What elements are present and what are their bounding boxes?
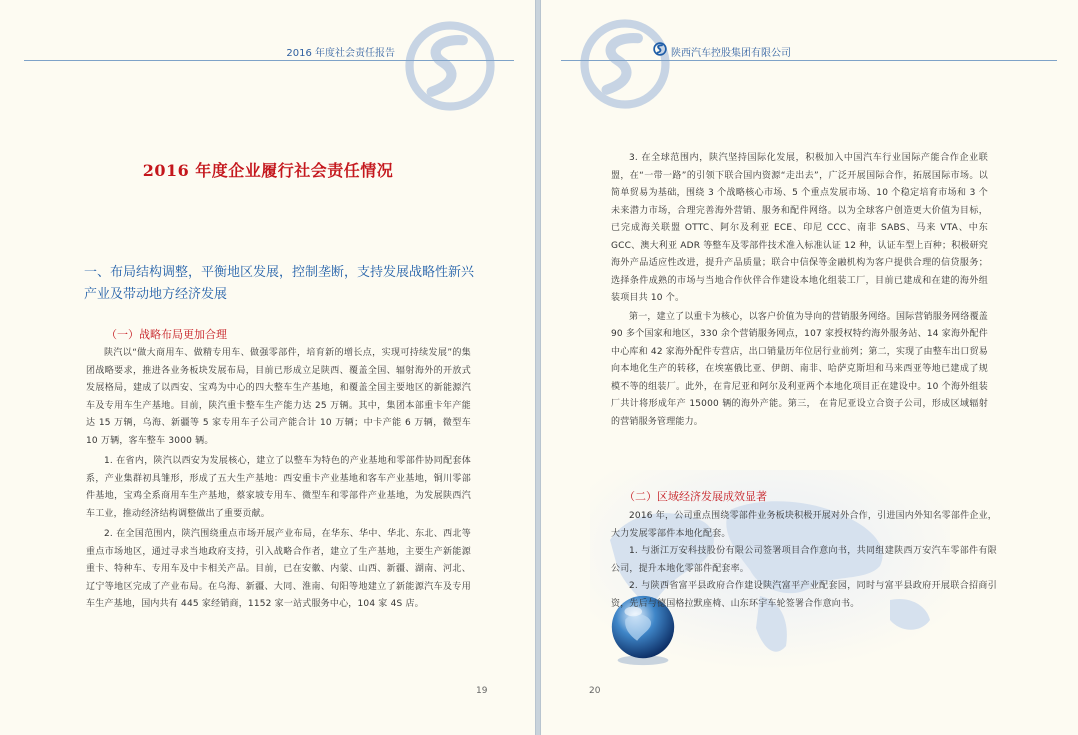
paragraph: 第一，建立了以重卡为核心，以客户价值为导向的营销服务网络。国际营销服务网络覆盖 90 多个国家和地区，330 余个营销服务网点，107 家授权特约海外服务站、14 家海外配件中心库和 42 家海外配件专营店，出口销量历年位居行业前列；第二，实现了由整车出口贸易向本地化生产的转移，在埃塞俄比亚、伊朗、南非、哈萨克斯坦和马来西亚等地已建成了规模不等的组装厂。此外，在肯尼亚和阿尔及利亚两个本地化项目正在建设中。10 个海外组装厂共计将形成年产 15000 辆的海外产能。第三， 在肯尼亚设立合资子公司，形成区域辐射的营销服务管理能力。 [611, 311, 988, 427]
paragraph: 3. 在全球范围内，陕汽坚持国际化发展，积极加入中国汽车行业国际产能合作企业联盟，在“一带一路”的引领下联合国内资源“走出去”，广泛开展国际合作，拓展国际市场。以简单贸易为基础，围绕 3 个战略核心市场、5 个重点发展市场、10 个稳定培育市场和 3 个未来潜力市场，合理完善海外营销、服务和配件网络。以为全球客户创造更大价值为目标，已完成海关联盟 OTTC、阿尔及利亚 ECE、印尼 CCC、南非 SABS、马来 VTA、中东 GCC、澳大利亚 ADR 等整车及零部件技术准入标准认证 12 种，认证车型上百种；积极研究海外产品适应性改进，提升产品质量；联合中信保等金融机构为客户提供合理的信贷服务；选择条件成熟的市场与当地合作伙伴合作建设本地化组装工厂，目前已建成和在建的海外组装项目共 10 个。 [611, 153, 988, 303]
paragraph: 1. 在省内，陕汽以西安为发展核心，建立了以整车为特色的产业基地和零部件协同配套体系，产业集群初具雏形，形成了五大生产基地：西安重卡产业基地和客车产业基地，铜川零部件基地，宝鸡全系商用车生产基地，蔡家坡专用车、微型车和零部件产业基地，为发展陕西汽车工业，推动经济结构调整做出了重要贡献。 [86, 456, 471, 519]
paragraph: 1. 与浙江万安科技股份有限公司签署项目合作意向书，共同组建陕西万安汽车零部件有限公司，提升本地化零部件配套率。 [611, 546, 997, 574]
paragraph: 陕汽以“做大商用车、做精专用车、做强零部件，培育新的增长点，实现可持续发展”的集团战略要求，推进各业务板块发展布局，目前已形成立足陕西、覆盖全国、辐射海外的开放式发展格局，建成了以西安、宝鸡为中心的四大整车生产基地，和覆盖全国主要地区的新能源汽车及专用车生产基地。目前，陕汽重卡整车生产能力达 25 万辆。其中，集团本部重卡年产能达 15 万辆，乌海、新疆等 5 家专用车子公司产能合计 10 万辆；中卡产能 6 万辆，微型车 10 万辆，客车整车 3000 辆。 [86, 348, 471, 446]
page-number: 19 [476, 686, 488, 696]
subsection-heading: （一）战略布局更加合理 [106, 328, 227, 341]
running-head: 2016 年度社会责任报告 [286, 48, 395, 59]
right-body-text [611, 150, 988, 432]
shaanxi-auto-logo-watermark-icon [579, 18, 671, 110]
running-head: 陕西汽车控股集团有限公司 [671, 48, 791, 59]
page-number: 20 [589, 686, 601, 696]
header-rule [24, 60, 514, 61]
paragraph: 2. 在全国范围内，陕汽围绕重点市场开展产业布局，在华东、华中、华北、东北、西北等重点市场地区，通过寻求当地政府支持，引入战略合作者，建立了生产基地，主要生产新能源重卡、特种车、专用车及中卡相关产品。目前，已在安徽、内蒙、山西、新疆、湖南、河北、辽宁等地区完成了产业布局。在乌海、新疆、大同、淮南、旬阳等地建立了新能源汽车及专用车生产基地，国内共有 445 家经销商，1152 家一站式服务中心，104 家 4S 店。 [86, 529, 471, 609]
section-heading: 一、布局结构调整，平衡地区发展，控制垄断，支持发展战略性新兴产业及带动地方经济发展 [84, 265, 475, 302]
paragraph: 2016 年，公司重点围绕零部件业务板块积极开展对外合作，引进国内外知名零部件企业，大力发展零部件本地化配套。 [611, 511, 997, 539]
right-body-text-bottom [611, 508, 997, 613]
shaanxi-auto-logo-watermark-icon [404, 20, 496, 112]
main-title: 2016 年度企业履行社会责任情况 [142, 161, 394, 180]
subsection-heading: （二）区域经济发展成效显著 [624, 490, 767, 503]
left-page [0, 0, 536, 735]
header-rule [561, 60, 1057, 61]
shaanxi-auto-logo-icon [653, 42, 667, 56]
paragraph: 2. 与陕西省富平县政府合作建设陕汽富平产业配套园，同时与富平县政府开展联合招商引资，先后与德国格拉默座椅、山东环宇车轮签署合作意向书。 [611, 581, 997, 609]
left-body-text [86, 345, 471, 617]
